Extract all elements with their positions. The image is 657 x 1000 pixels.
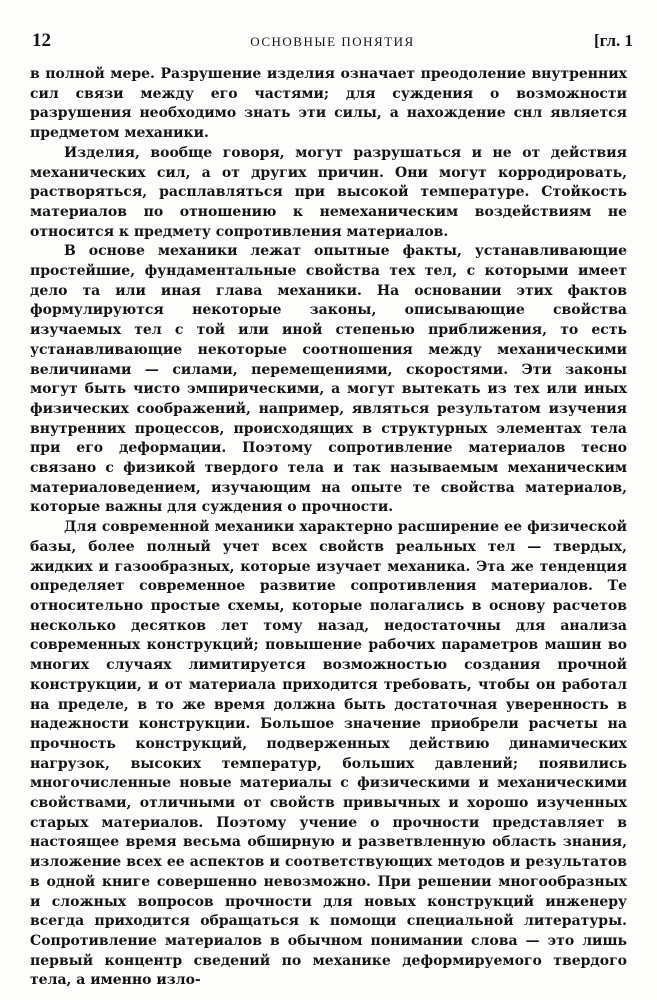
paragraph-non-mechanical-failure: Изделия, вообще говоря, могут разрушаться и не от действия механических сил, а от других причин. Они могут корродировать, растворяться, расплавляться при высокой температуре. Стойкость материалов по отношению к немеханическим воздействиям не относится к предмету сопротивления материалов. [30,144,627,240]
paragraph-experimental-facts: В основе механики лежат опытные факты, устанавливающие простейшие, фундаментальные свойства тех тел, с которыми имеет дело та или иная глава механики. На основании этих фактов формулируются некоторые законы, описывающие свойства изучаемых тел с той или иной степенью приближения, то есть устанавливающие некоторые соотношения между механическими величинами — силами, перемещениями, скоростями. Эти законы могут быть чисто эмпирическими, а могут вытекать из тех или иных физических соображений, например, являться результатом изучения внутренних процессов, происходящих в структурных элементах тела при его деформации. Поэтому сопротивление материалов тесно связано с физикой твердого тела и так называемым механическим материаловедением, изучающим на опыте те свойства материалов, которые важны для суждения о прочности. [30,243,627,516]
body-text [30,65,627,991]
chapter-reference: [гл. 1 [593,31,633,50]
running-title: ОСНОВНЫЕ ПОНЯТИЯ [250,34,415,49]
paragraph-modern-mechanics: Для современной механики характерно расширение ее физической базы, более полный учет всех свойств реальных тел — твердых, жидких и газообразных, которые изучает механика. Эта же тенденция определяет современное развитие сопротивления материалов. Те относительно простые схемы, которые полагались в основу расчетов несколько десятков лет тому назад, недостаточны для анализа современных конструкций; повышение рабочих параметров машин во многих случаях лимитируется возможностью создания прочной конструкции, и от материала приходится требовать, чтобы он работал на пределе, в то же время должна быть достаточная уверенность в надежности конструкции. Большое значение приобрели расчеты на прочность конструкций, подверженных действию динамических нагрузок, высоких температур, больших давлений; появились многочисленные новые материалы с физическими и механическими свойствами, отличными от свойств привычных и хорошо изученных старых материалов. Поэтому учение о прочности представляет в настоящее время весьма обширную и разветвленную область знания, изложение всех ее аспектов и соответствующих методов и результатов в одной книге совершенно невозможно. При решении многообразных и сложных вопросов прочности для новых конструкций инженеру всегда приходится обращаться к помощи специальной литературы. Сопротивление материалов в обычном понимании слова — это лишь первый концентр сведений по механике деформируемого твердого тела, а именно изло- [30,519,627,989]
paragraph-continued: в полной мере. Разрушение изделия означает преодоление внутренних сил связи между его частями; для суждения о возможности разрушения необходимо знать эти силы, а нахождение снл является предметом механики. [30,66,627,142]
page-number: 12 [32,30,51,51]
page-header [32,30,633,52]
